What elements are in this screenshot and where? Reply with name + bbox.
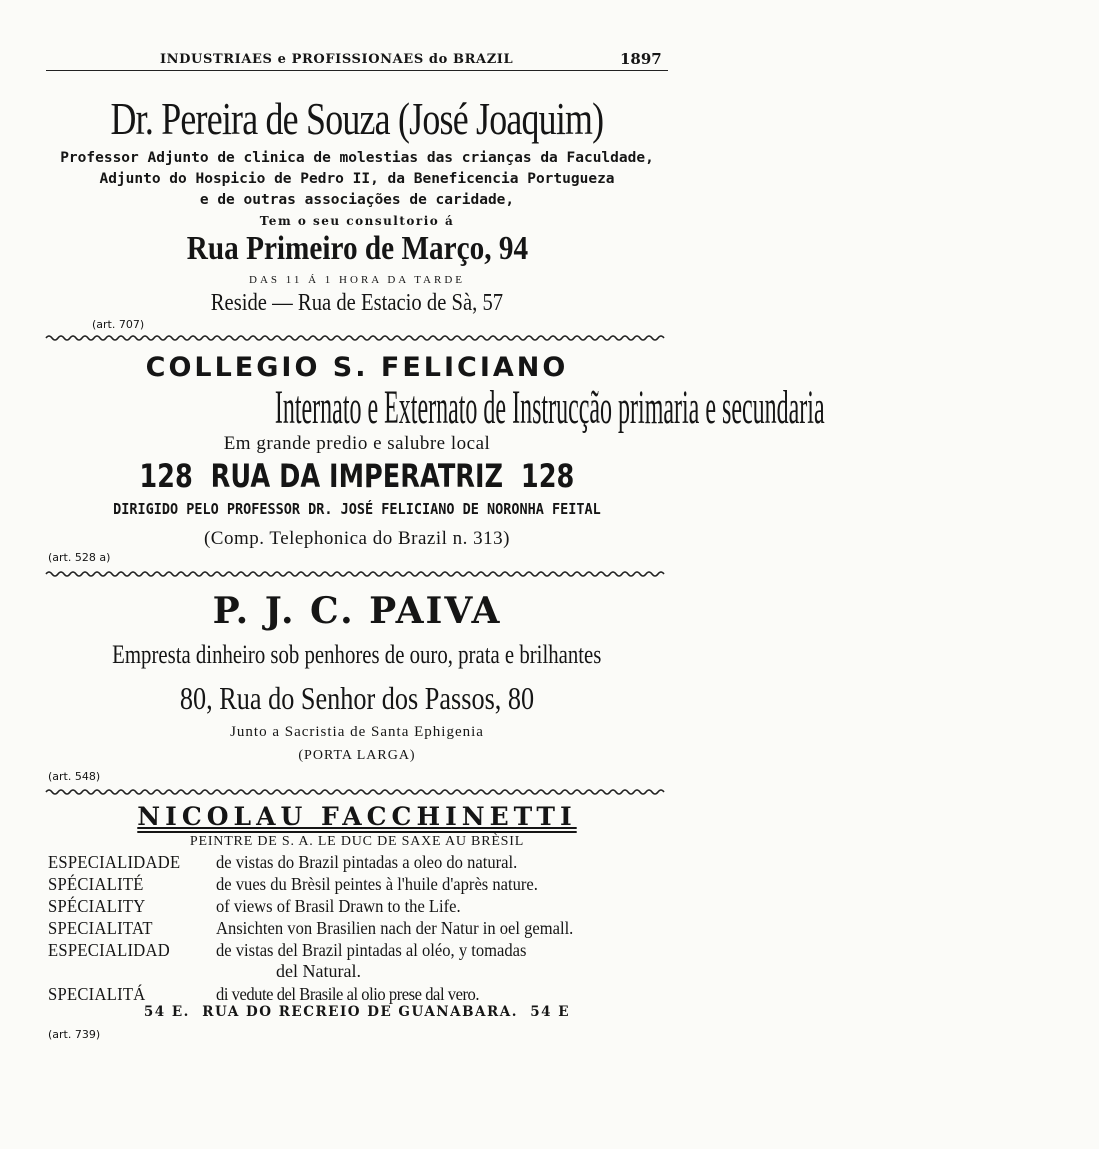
ad1-description-line-2: Adjunto do Hospicio de Pedro II, da Beneficencia Portugueza bbox=[99, 171, 615, 187]
header-rule bbox=[46, 70, 668, 71]
specialty-label: SPECIALITAT bbox=[48, 918, 153, 938]
specialty-label: SPECIALITÁ bbox=[48, 984, 146, 1004]
wavy-divider bbox=[46, 334, 668, 342]
specialty-label: ESPECIALIDAD bbox=[48, 940, 171, 960]
wavy-divider bbox=[46, 570, 668, 578]
specialty-label: SPÉCIALITÉ bbox=[48, 874, 144, 894]
ad1-description-line-1: Professor Adjunto de clinica de molestias das crianças da Faculdade, bbox=[60, 150, 654, 166]
ad3-address: 80, Rua do Senhor dos Passos, 80 bbox=[179, 680, 535, 716]
ad4-address: 54 E. RUA DO RECREIO DE GUANABARA. 54 E bbox=[143, 1004, 571, 1020]
ad3-article-ref: (art. 548) bbox=[48, 770, 101, 783]
page-number: 1897 bbox=[620, 50, 662, 68]
specialty-text: of views of Brasil Drawn to the Life. bbox=[216, 896, 461, 916]
specialty-text: de vistas do Brazil pintadas a oleo do natural. bbox=[216, 852, 518, 872]
specialty-label: ESPECIALIDADE bbox=[48, 852, 181, 872]
ad3-description: Empresta dinheiro sob penhores de ouro, prata e brilhantes bbox=[112, 640, 602, 669]
ad1-residence: Reside — Rua de Estacio de Sà, 57 bbox=[210, 290, 504, 316]
ad2-article-ref: (art. 528 a) bbox=[48, 551, 111, 564]
specialty-label: SPÉCIALITY bbox=[48, 896, 146, 916]
ad1-article-ref: (art. 707) bbox=[92, 318, 145, 331]
specialty-text: di vedute del Brasile al olio prese dal vero. bbox=[216, 984, 480, 1004]
ad4-peintre: PEINTRE DE S. A. LE DUC DE SAXE AU BRÈSIL bbox=[189, 834, 525, 849]
ad3-near: Junto a Sacristia de Santa Ephigenia bbox=[230, 724, 484, 740]
ad1-hours: DAS 11 Á 1 HORA DA TARDE bbox=[249, 274, 465, 286]
ad3-name: P. J. C. PAIVA bbox=[212, 590, 502, 632]
ad2-name: COLLEGIO S. FELICIANO bbox=[145, 352, 569, 383]
ad1-name: Dr. Pereira de Souza (José Joaquim) bbox=[110, 93, 604, 144]
ad3-porta: (PORTA LARGA) bbox=[298, 748, 416, 763]
specialty-text-continued: del Natural. bbox=[276, 961, 361, 981]
ad2-location: Em grande predio e salubre local bbox=[223, 433, 491, 454]
ad2-address: 128 RUA DA IMPERATRIZ 128 bbox=[139, 457, 575, 495]
ad1-consult: Tem o seu consultorio á bbox=[259, 214, 455, 228]
ad2-subtitle: Internato e Externato de Instrucção primaria e secundaria bbox=[274, 381, 825, 434]
ad1-address: Rua Primeiro de Março, 94 bbox=[186, 230, 528, 267]
ad2-phone: (Comp. Telephonica do Brazil n. 313) bbox=[203, 528, 510, 549]
specialty-text: de vues du Brèsil peintes à l'huile d'après nature. bbox=[216, 874, 538, 894]
running-head: INDUSTRIAES e PROFISSIONAES do BRAZIL bbox=[160, 52, 514, 67]
wavy-divider bbox=[46, 788, 668, 796]
ad4-article-ref: (art. 739) bbox=[48, 1028, 101, 1041]
specialty-text: de vistas del Brazil pintadas al oléo, y tomadas bbox=[216, 940, 527, 960]
ad1-description-line-3: e de outras associações de caridade, bbox=[199, 192, 515, 208]
ad2-director: DIRIGIDO PELO PROFESSOR DR. JOSÉ FELICIANO DE NORONHA FEITAL bbox=[113, 500, 601, 518]
specialty-text: Ansichten von Brasilien nach der Natur in oel gemall. bbox=[216, 918, 574, 938]
ad4-name: NICOLAU FACCHINETTI bbox=[137, 802, 577, 831]
